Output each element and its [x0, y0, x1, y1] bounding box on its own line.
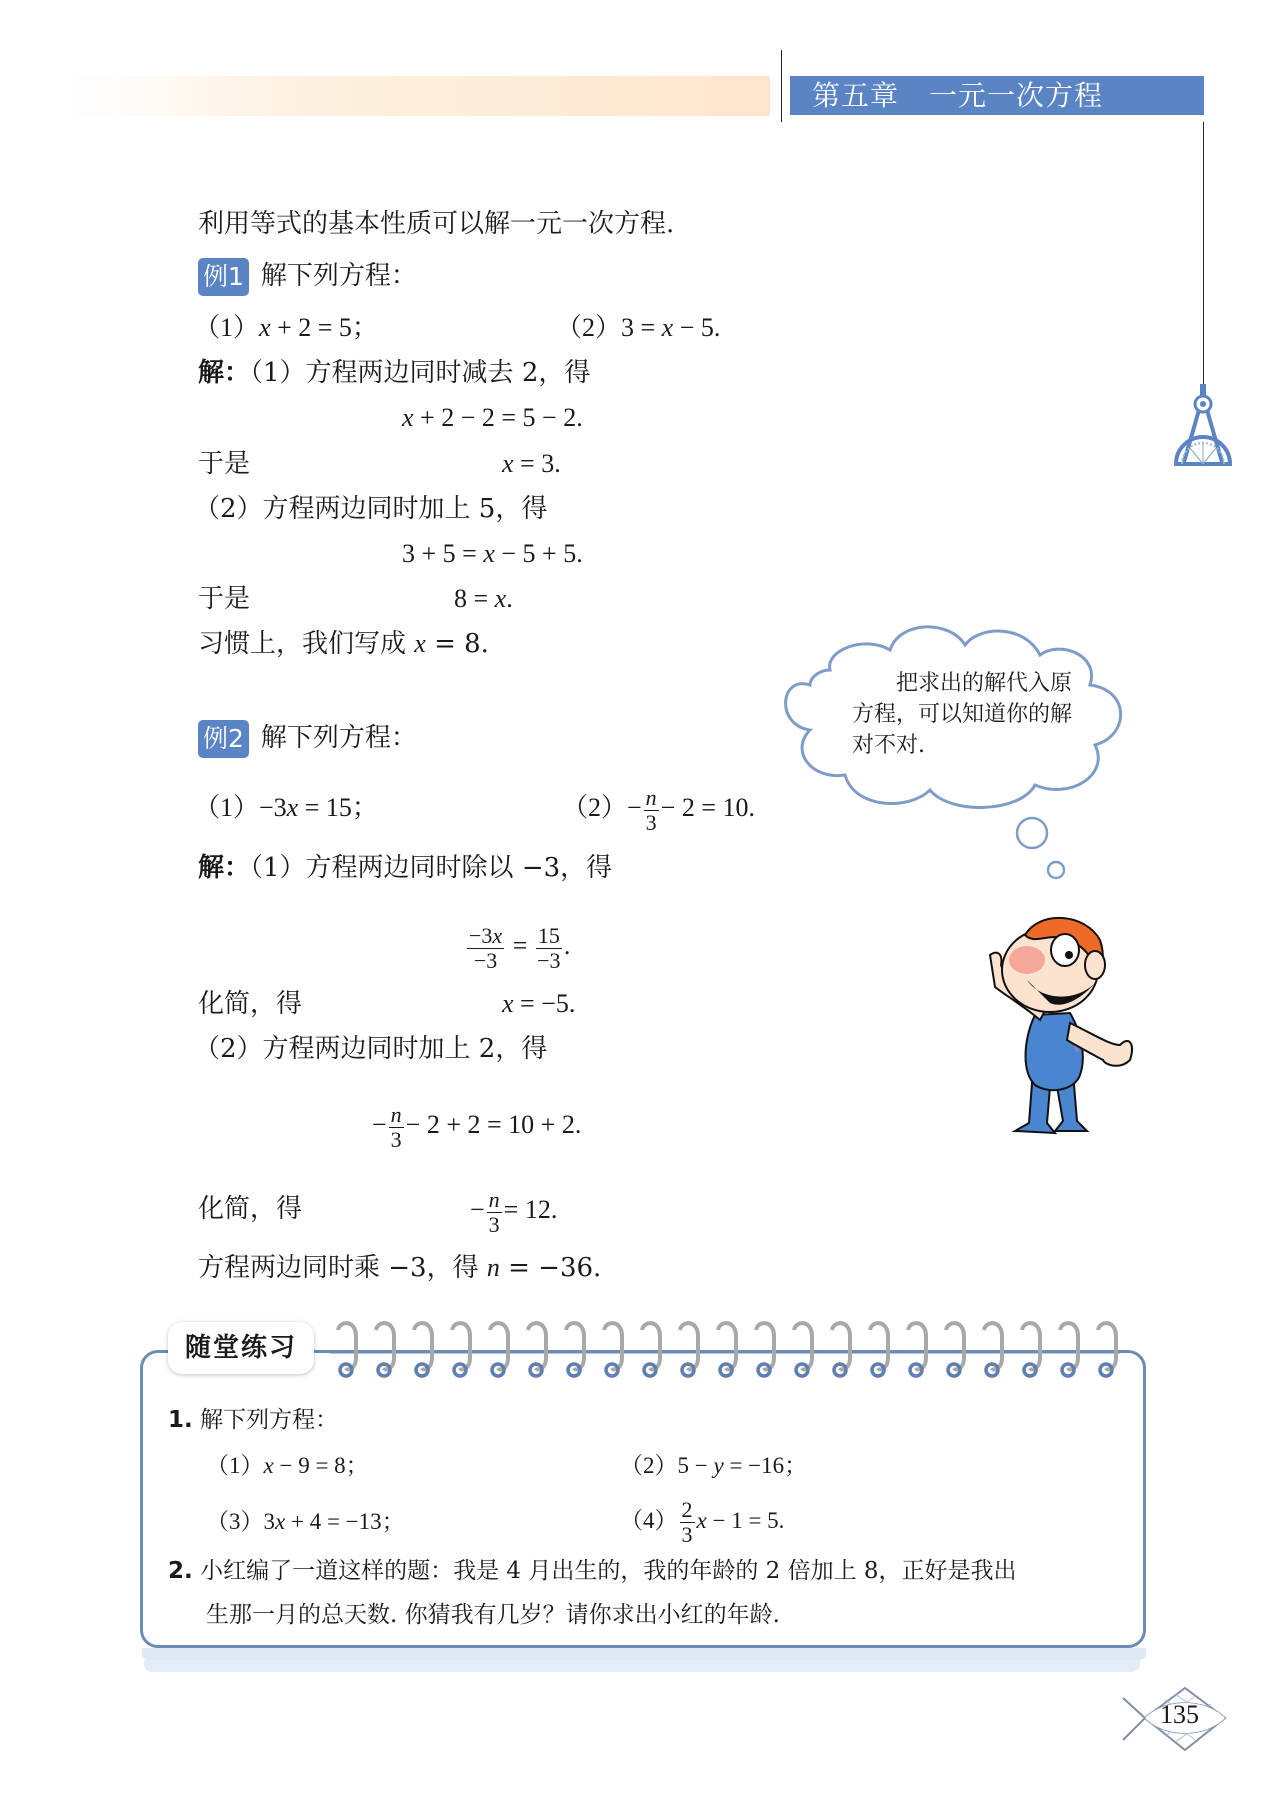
example1-problem-2: （2）3 = x − 5.	[556, 313, 721, 342]
practice-q1	[168, 1405, 338, 1435]
example1-conclusion: 习惯上，我们写成 x = 8.	[198, 629, 489, 659]
example1-so2-label: 于是	[198, 584, 251, 614]
example2-badge: 例2	[198, 720, 249, 758]
example1-heading	[198, 258, 417, 296]
practice-q2-line2: 生那一月的总天数. 你猜我有几岁？请你求出小红的年龄.	[206, 1602, 780, 1628]
example1-step2: （2）方程两边同时加上 5，得	[194, 494, 548, 524]
example2-problem-1: （1）−3x = 15；	[194, 793, 378, 822]
chapter-header	[790, 76, 1204, 115]
margin-line	[1203, 122, 1204, 384]
question-number: 2.	[168, 1558, 193, 1584]
chapter-number: 第五章	[812, 79, 900, 112]
example1-step2-equation: 3 + 5 = x − 5 + 5.	[402, 539, 583, 568]
step-description: （1）方程两边同时减去 2，得	[250, 358, 591, 388]
example1-so1-equation: x = 3.	[502, 449, 561, 478]
example2-problem-2: （2）− $\frac{n}{3}$ − 2 = 10.	[562, 784, 755, 835]
chapter-title: 一元一次方程	[929, 79, 1104, 112]
intro-text: 利用等式的基本性质可以解一元一次方程.	[198, 209, 675, 239]
example2-step2: （2）方程两边同时加上 2，得	[194, 1034, 548, 1064]
practice-q2-line1: 2. 小红编了一道这样的题：我是 4 月出生的，我的年龄的 2 倍加上 8，正好是我出	[168, 1558, 1017, 1584]
solution-label: 解：	[198, 853, 251, 883]
page-number: 135	[1160, 1700, 1199, 1729]
example2-step1-equation: $\frac{-3x}{-3}$ = $\frac{15}{-3}$ .	[469, 922, 571, 973]
header-divider	[781, 50, 782, 122]
compass-protractor-icon	[1172, 382, 1234, 472]
practice-q1-item-1: （1）x − 9 = 8；	[206, 1453, 369, 1478]
example2-heading	[198, 720, 417, 758]
example1-prompt: 解下列方程：	[260, 261, 417, 291]
practice-shadow	[142, 1648, 1146, 1660]
example2-step1	[198, 852, 612, 884]
solution-label: 解：	[198, 358, 251, 388]
question-number: 1.	[168, 1407, 193, 1433]
header-gradient-band	[70, 76, 770, 116]
example1-problem-1: （1）x + 2 = 5；	[194, 313, 378, 342]
practice-q1-item-3: （3）3x + 4 = −13；	[206, 1509, 405, 1534]
example1-so1-label: 于是	[198, 449, 251, 479]
question-prompt: 解下列方程：	[200, 1407, 339, 1433]
example2-simplify2-equation: − $\frac{n}{3}$ = 12.	[470, 1186, 558, 1237]
practice-q1-item-2: （2）5 − y = −16；	[620, 1453, 808, 1478]
example2-step2-equation: − $\frac{n}{3}$ − 2 + 2 = 10 + 2.	[372, 1101, 582, 1152]
practice-shadow	[144, 1660, 1140, 1672]
example2-simplify1-label: 化简，得	[198, 989, 303, 1019]
practice-title: 随堂练习	[168, 1322, 314, 1374]
spiral-binding-rings	[330, 1318, 1120, 1388]
example1-step1-equation: x + 2 − 2 = 5 − 2.	[402, 403, 583, 432]
example2-prompt: 解下列方程：	[260, 723, 417, 753]
example1-badge: 例1	[198, 258, 249, 296]
example1-step1	[198, 357, 590, 389]
practice-q1-item-4: （4） $\frac{2}{3}$ x − 1 = 5.	[620, 1497, 785, 1548]
fraction: $\frac{n}{3}$	[645, 784, 657, 835]
thought-bubble-text: 把求出的解代入原方程，可以知道你的解对不对.	[852, 671, 1073, 758]
example2-final: 方程两边同时乘 −3，得 n = −36.	[198, 1253, 602, 1283]
example2-simplify1-equation: x = −5.	[502, 989, 576, 1018]
example1-so2-equation: 8 = x.	[454, 584, 513, 613]
step-description: （1）方程两边同时除以 −3，得	[250, 853, 613, 883]
example2-simplify2-label: 化简，得	[198, 1194, 303, 1224]
cartoon-boy-illustration	[955, 895, 1155, 1145]
thought-dot-small	[1044, 858, 1068, 882]
